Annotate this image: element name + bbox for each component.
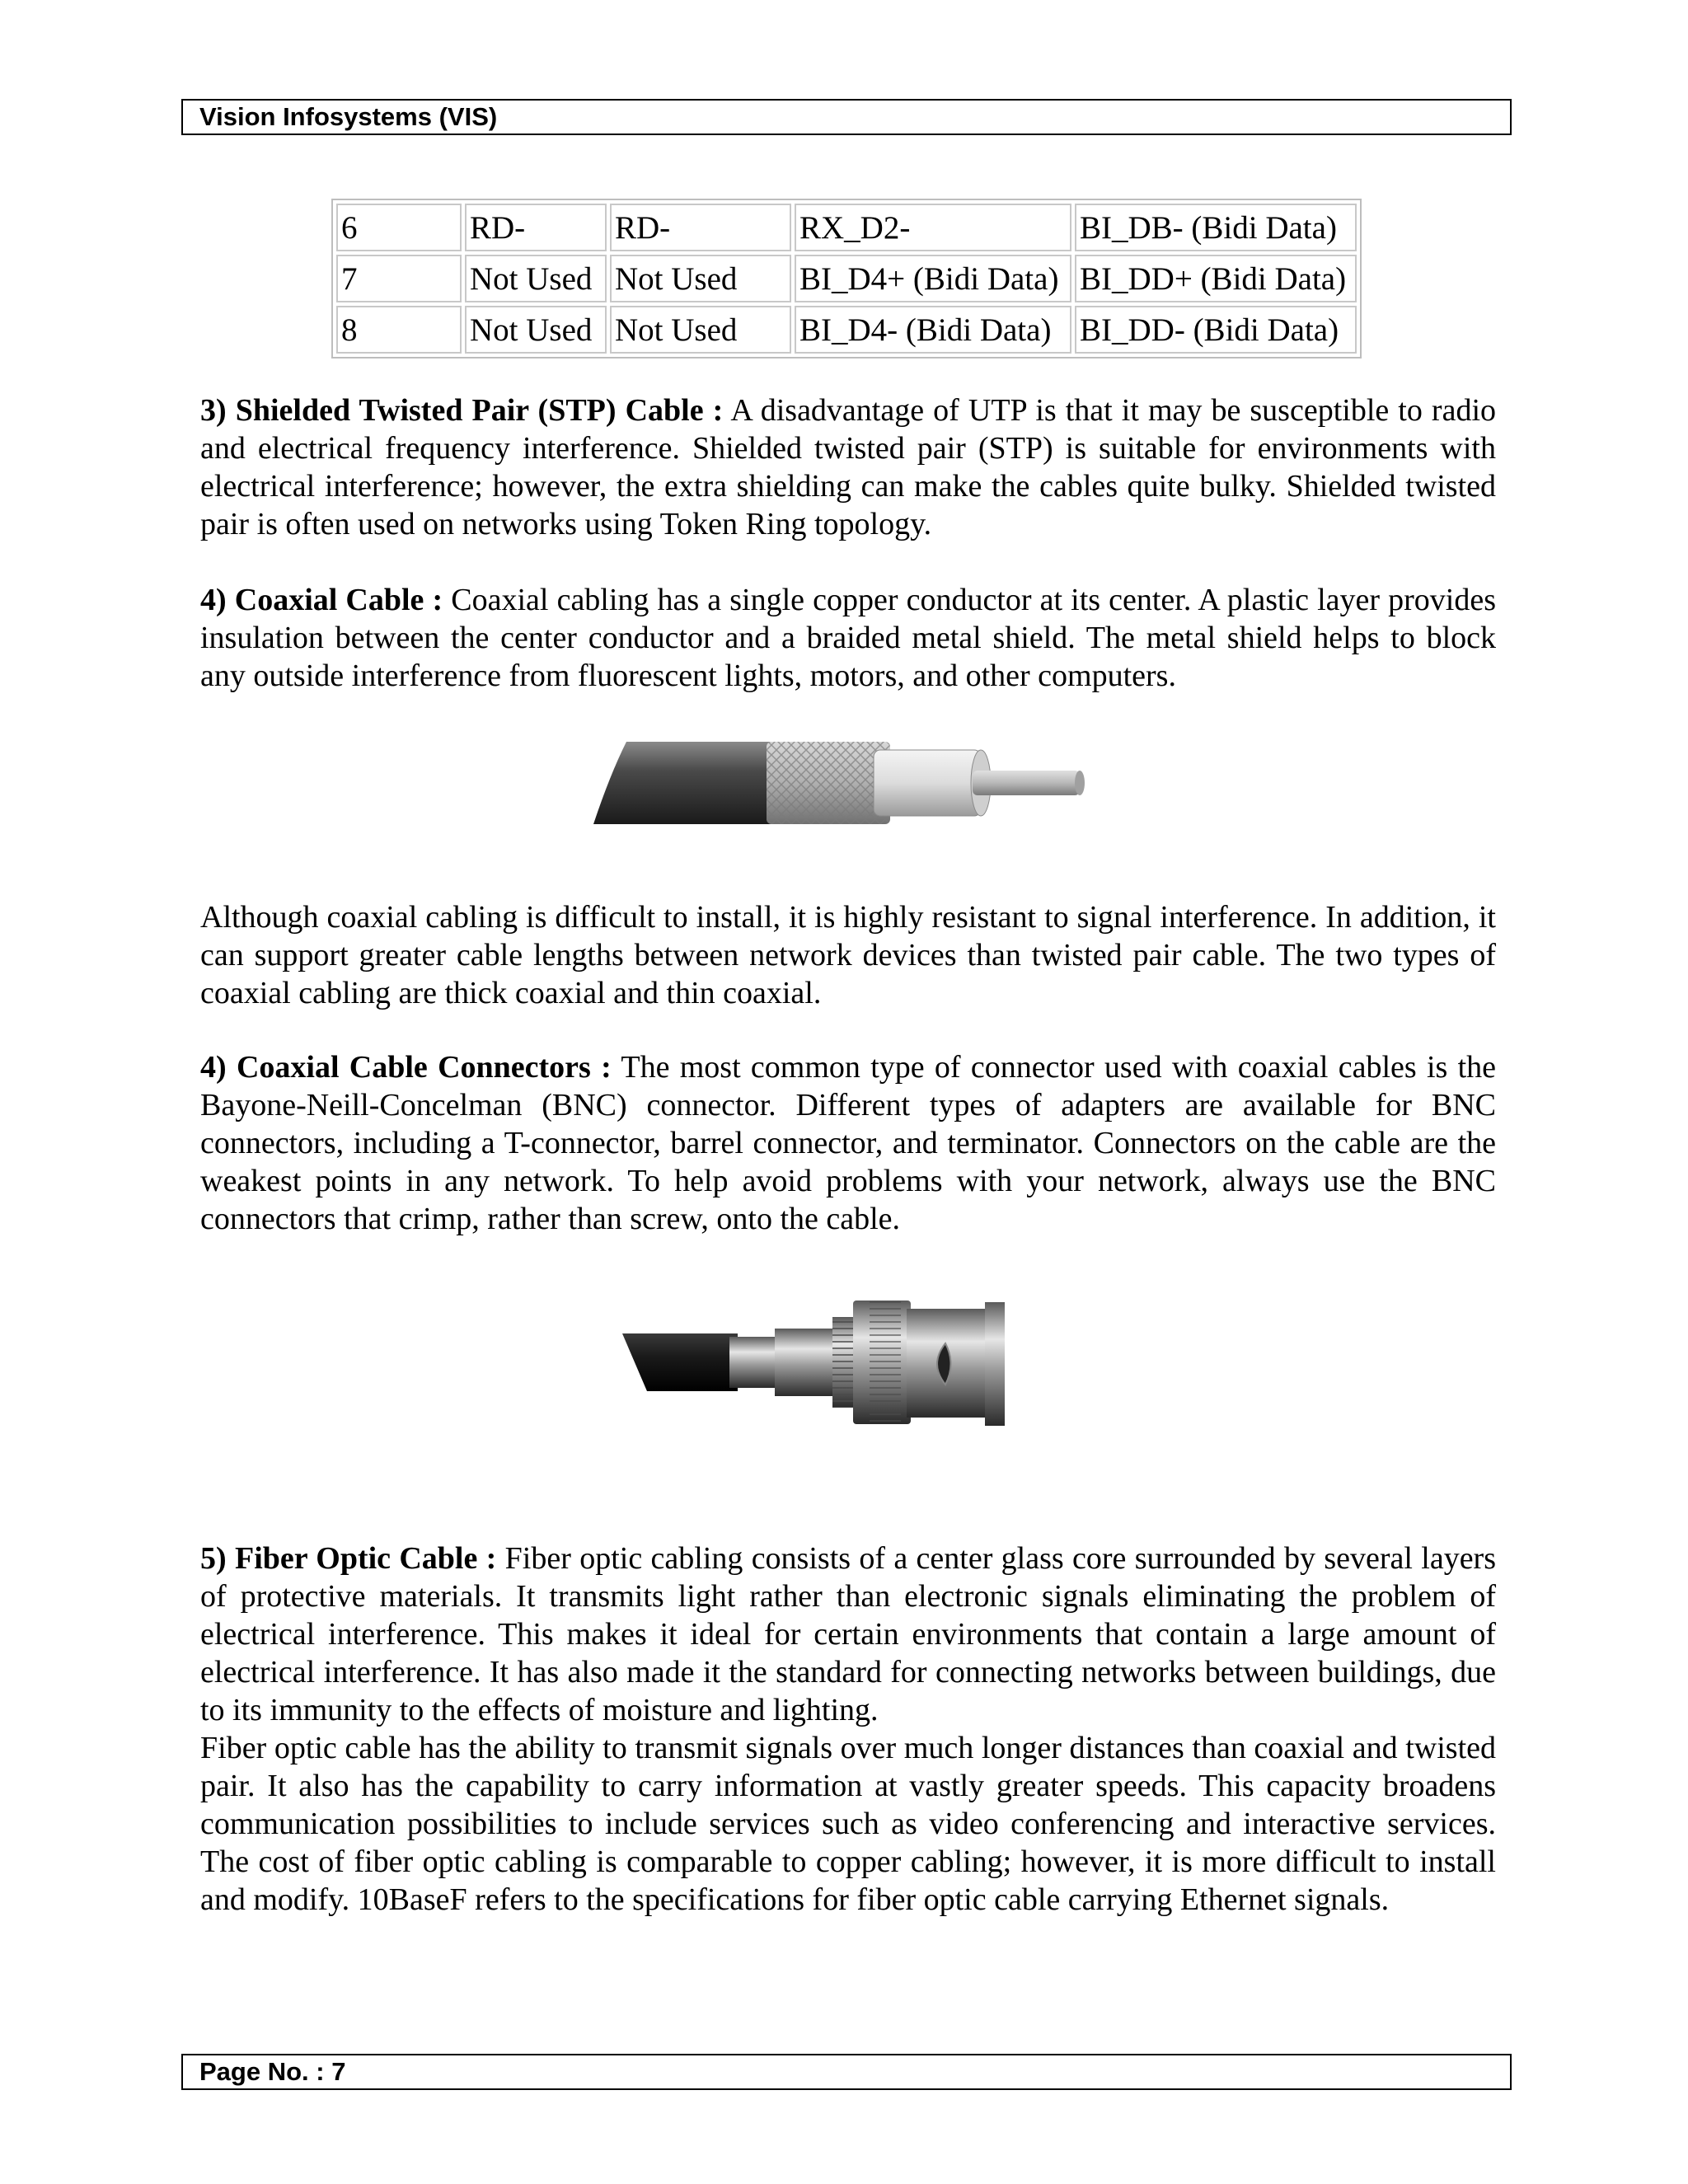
- table-cell: RD-: [465, 204, 607, 251]
- bnc-connector-image: [622, 1286, 1043, 1434]
- table-cell: Not Used: [610, 255, 791, 302]
- stp-body: A disadvantage of UTP is that it may be susceptible to radio and electrical frequency interference. Shielded twisted pair (STP) is suitable for environments with electrical interference; however, the extra shielding can make the cables quite bulky. Shielded twisted pair is often used on networks using Token Ring topology.: [200, 393, 1497, 541]
- table-cell: BI_DB- (Bidi Data): [1075, 204, 1357, 251]
- table-row: [336, 306, 1357, 354]
- pinout-table: [331, 199, 1362, 359]
- fiber-body: Fiber optic cabling consists of a center glass core surrounded by several layers of protective materials. It transmits light rather than electronic signals eliminating the problem of electrical interference. This makes it ideal for certain environments that contain a large amount of electrical interference. It has also made it the standard for connecting networks between buildings, due to its immunity to the effects of moisture and lighting.: [200, 1541, 1496, 1727]
- table-cell: RX_D2-: [795, 204, 1071, 251]
- table-cell: Not Used: [610, 306, 791, 354]
- table-row: [336, 255, 1357, 302]
- connectors-paragraph: [200, 1048, 1496, 1238]
- table-cell: 7: [336, 255, 462, 302]
- table-cell: BI_DD+ (Bidi Data): [1075, 255, 1357, 302]
- table-row: [336, 204, 1357, 251]
- table-cell: RD-: [610, 204, 791, 251]
- fiber-body-2: Fiber optic cable has the ability to transmit signals over much longer distances than coaxial and twisted pair. It also has the capability to carry information at vastly greater speeds. This capacity broadens communication possibilities to include services such as video conferencing and interactive services. The cost of fiber optic cabling is comparable to copper cabling; however, it is more difficult to install and modify. 10BaseF refers to the specifications for fiber optic cable carrying Ethernet signals.: [200, 1731, 1496, 1917]
- page-header: [181, 99, 1512, 135]
- coaxial-cable-image: [593, 725, 1088, 832]
- table-cell: Not Used: [465, 255, 607, 302]
- table-cell: BI_D4+ (Bidi Data): [795, 255, 1071, 302]
- connectors-heading: 4) Coaxial Cable Connectors :: [200, 1050, 612, 1085]
- fiber-paragraph: [200, 1540, 1496, 1919]
- table-cell: BI_D4- (Bidi Data): [795, 306, 1071, 354]
- coax-details-paragraph: [200, 898, 1496, 1012]
- table-cell: 8: [336, 306, 462, 354]
- fiber-heading: 5) Fiber Optic Cable :: [200, 1541, 497, 1576]
- page-footer: [181, 2054, 1512, 2090]
- stp-paragraph: [200, 391, 1496, 543]
- table-cell: BI_DD- (Bidi Data): [1075, 306, 1357, 354]
- page-number: Page No. : 7: [199, 2057, 346, 2086]
- table-cell: 6: [336, 204, 462, 251]
- header-title: Vision Infosystems (VIS): [199, 102, 498, 131]
- coax-details-body: Although coaxial cabling is difficult to install, it is highly resistant to signal interference. In addition, it can support greater cable lengths between network devices than twisted pair cable. The two types of coaxial cabling are thick coaxial and thin coaxial.: [200, 900, 1496, 1010]
- coax-body: Coaxial cabling has a single copper conductor at its center. A plastic layer provides insulation between the center conductor and a braided metal shield. The metal shield helps to block any outside interference from fluorescent lights, motors, and other computers.: [200, 583, 1497, 693]
- table-cell: Not Used: [465, 306, 607, 354]
- connectors-body: The most common type of connector used with coaxial cables is the Bayone-Neill-Concelman (BNC) connector. Different types of adapters are available for BNC connectors, including a T-connector, barrel connector, and terminator. Connectors on the cable are the weakest points in any network. To help avoid problems with your network, always use the BNC connectors that crimp, rather than screw, onto the cable.: [200, 1050, 1496, 1236]
- stp-heading: 3) Shielded Twisted Pair (STP) Cable :: [200, 393, 724, 428]
- coax-paragraph: [200, 581, 1496, 695]
- coax-heading: 4) Coaxial Cable :: [200, 583, 443, 617]
